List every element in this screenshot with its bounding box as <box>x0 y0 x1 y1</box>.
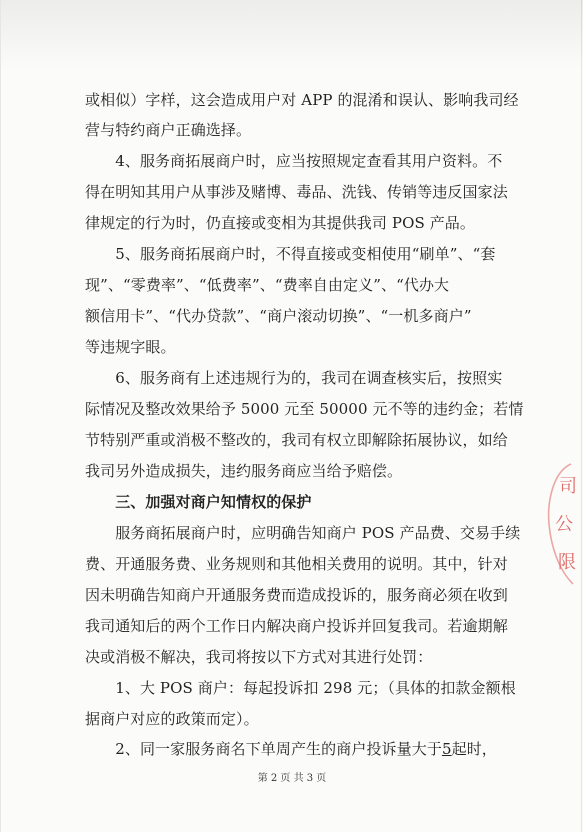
paragraph-line-11: 际情况及整改效果给予 5000 元至 50000 元不等的违约金；若情 <box>85 400 524 418</box>
paragraph-line-10: 6、服务商有上述违规行为的，我司在调查核实后，按照实 <box>85 369 503 387</box>
paragraph-line-13: 我司另外造成损失，违约服务商应当给予赔偿。 <box>85 462 403 480</box>
svg-text:司: 司 <box>559 476 577 496</box>
paragraph-line-3: 4、服务商拓展商户时，应当按照规定查看其用户资料。不 <box>85 152 503 170</box>
paragraph-line-12: 节特别严重或消极不整改的，我司有权立即解除拓展协议，如给 <box>85 431 508 449</box>
paragraph-line-18: 我司通知后的两个工作日内解决商户投诉并回复我司。若逾期解 <box>85 617 508 635</box>
paragraph-line-17: 因未明确告知商户开通服务费而造成投诉的，服务商必须在收到 <box>85 586 508 604</box>
paragraph-line-20: 1、大 POS 商户：每起投诉扣 298 元；（具体的扣款金额根 <box>85 679 516 697</box>
last-line-before: 2、同一家服务商名下单周产生的商户投诉量大于 <box>85 740 442 758</box>
paragraph-line-5: 律规定的行为时，仍直接或变相为其提供我司 POS 产品。 <box>85 214 476 232</box>
paragraph-line-19: 决或消极不解决，我司将按以下方式对其进行处罚： <box>85 648 433 666</box>
paragraph-line-22 <box>85 736 509 762</box>
complaint-threshold: 5 <box>441 740 452 758</box>
paragraph-line-4: 得在明知其用户从事涉及赌博、毒品、洗钱、传销等违反国家法 <box>85 183 508 201</box>
page-footer: 第 2 页 共 3 页 <box>257 773 327 784</box>
scan-shadow <box>1 0 583 70</box>
svg-text:公: 公 <box>555 514 573 534</box>
paragraph-line-16: 费、开通服务费、业务规则和其他相关费用的说明。其中，针对 <box>85 555 508 573</box>
paragraph-line-1: 或相似）字样，这会造成用户对 APP 的混淆和误认、影响我司经 <box>85 91 519 109</box>
paragraph-line-7: 现”、“零费率”、“低费率”、“费率自由定义”、“代办大 <box>85 276 450 294</box>
company-seal <box>541 462 575 587</box>
paragraph-line-15: 服务商拓展商户时，应明确告知商户 POS 产品费、交易手续 <box>85 524 521 542</box>
section-heading: 三、加强对商户知情权的保护 <box>85 493 312 511</box>
paragraph-line-2: 营与特约商户正确选择。 <box>85 121 252 139</box>
paragraph-line-8: 额信用卡”、“代办贷款”、“商户滚动切换”、“一机多商户” <box>85 307 472 325</box>
paragraph-line-6: 5、服务商拓展商户时，不得直接或变相使用“刷单”、“套 <box>85 245 496 263</box>
svg-text:限: 限 <box>558 552 576 572</box>
last-line-after: 起时， <box>451 740 497 758</box>
paragraph-line-9: 等违规字眼。 <box>85 338 176 356</box>
paragraph-line-21: 据商户对应的政策而定）。 <box>85 710 259 728</box>
